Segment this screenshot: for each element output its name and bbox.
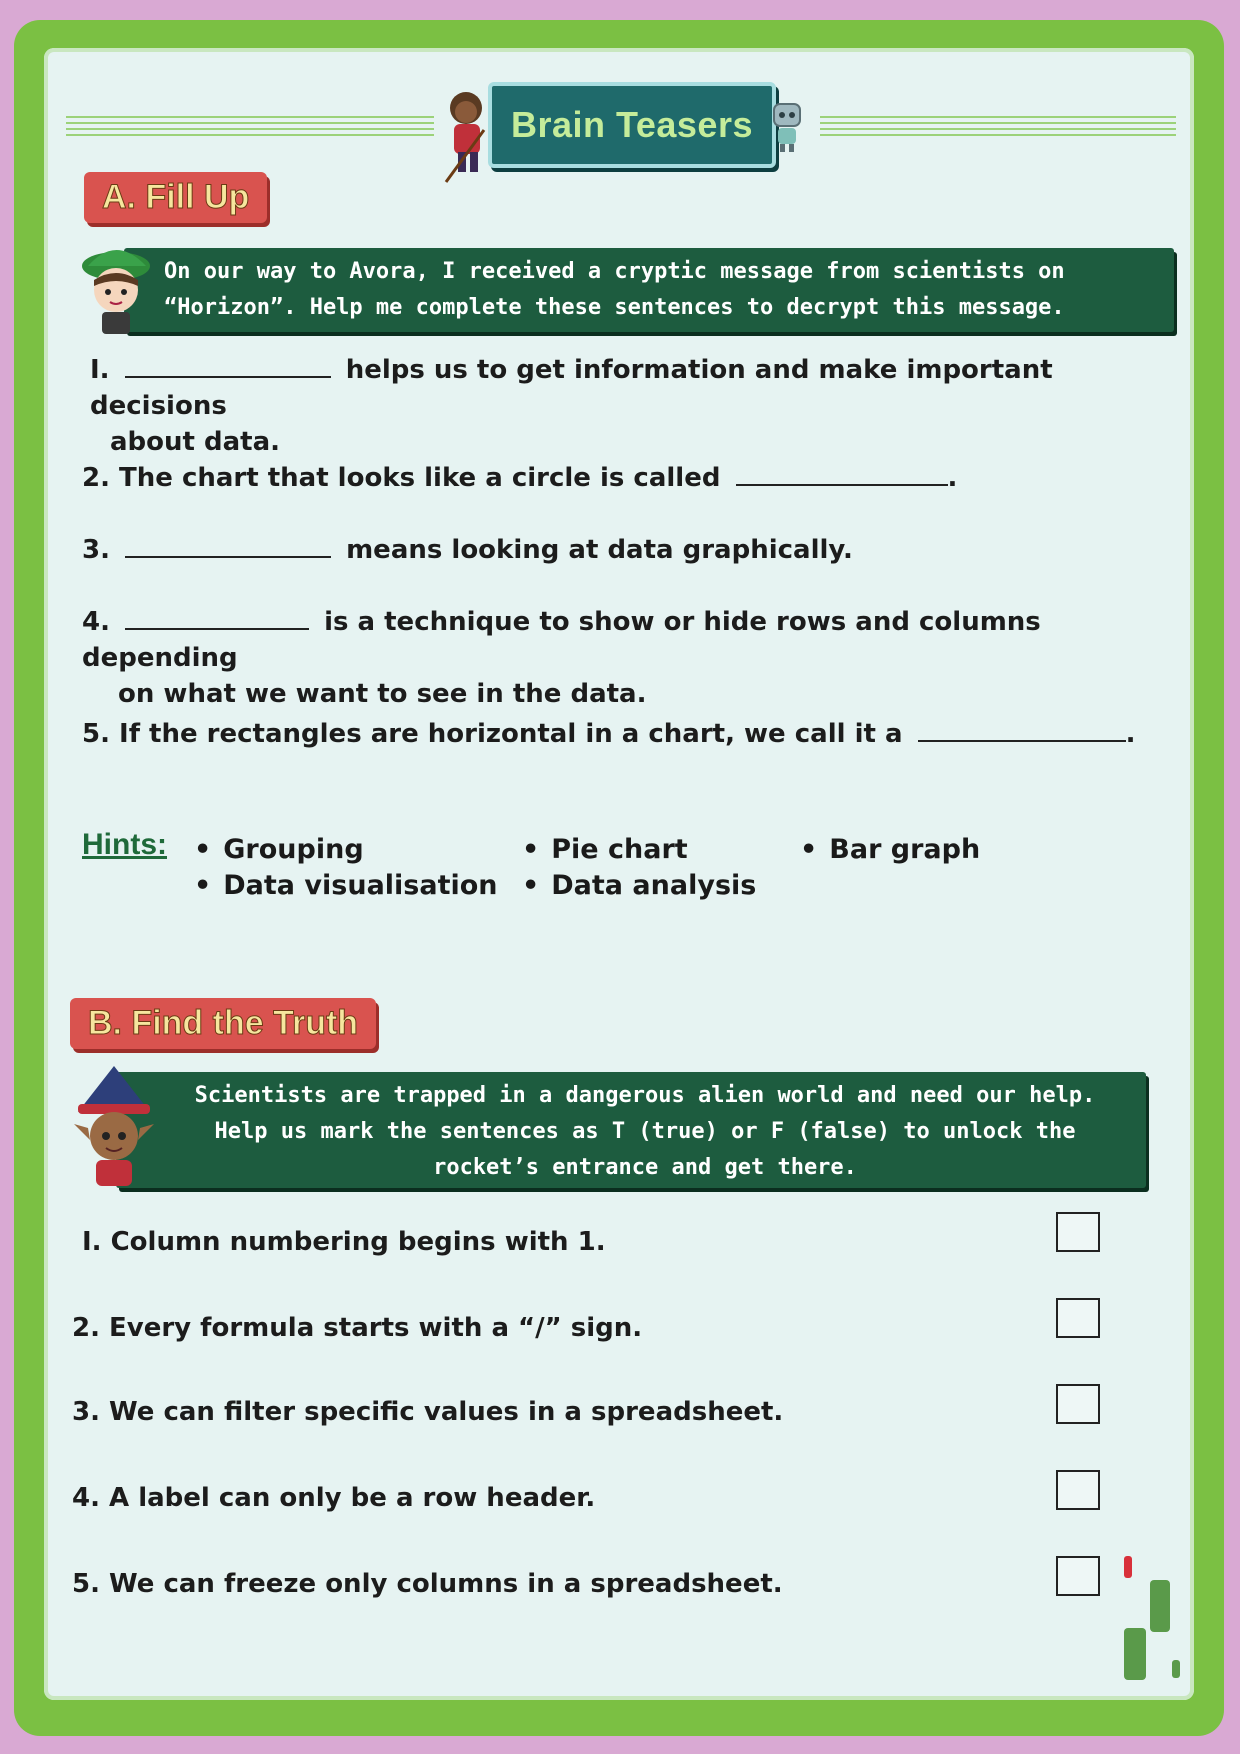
answer-blank[interactable] <box>125 352 331 378</box>
section-b-message-line-2: Help us mark the sentences as T (true) or F (false) to unlock the <box>214 1119 1076 1144</box>
truth-answer-box-2[interactable] <box>1056 1298 1100 1338</box>
hints-label: Hints: <box>82 828 167 861</box>
section-b-message-line-1: Scientists are trapped in a dangerous alien world and need our help. <box>194 1083 1096 1108</box>
truth-answer-box-5[interactable] <box>1056 1556 1100 1596</box>
answer-blank[interactable] <box>918 716 1126 742</box>
paint-daub-decoration <box>1150 1580 1170 1632</box>
hint-item: • Bar graph <box>800 834 980 865</box>
question-number: I. <box>90 355 110 385</box>
question-text: 2. The chart that looks like a circle is called <box>82 463 721 493</box>
robot-character-icon <box>766 100 808 154</box>
question-end: . <box>947 463 958 493</box>
truth-statement-3: 3. We can filter specific values in a spreadsheet. <box>72 1397 784 1427</box>
section-b-tag: B. Find the Truth <box>70 998 376 1049</box>
truth-answer-box-3[interactable] <box>1056 1384 1100 1424</box>
answer-blank[interactable] <box>736 460 948 486</box>
answer-blank[interactable] <box>125 532 331 558</box>
question-text-line-2: on what we want to see in the data. <box>118 679 647 709</box>
question-text-line-2: about data. <box>110 427 281 457</box>
question-number: 4. <box>82 607 110 637</box>
answer-blank[interactable] <box>125 604 309 630</box>
fill-up-question-3 <box>82 532 1142 568</box>
header-rule-left <box>66 112 434 136</box>
question-text: is a technique to show or hide rows and columns depending <box>82 607 1041 673</box>
fill-up-question-1 <box>90 352 1150 460</box>
paint-daub-decoration <box>1124 1556 1132 1578</box>
fill-up-question-2 <box>82 460 1142 496</box>
header-rule-right <box>820 112 1176 136</box>
question-number: 3. <box>82 535 110 565</box>
truth-statement-2: 2. Every formula starts with a “/” sign. <box>72 1313 643 1343</box>
truth-answer-box-1[interactable] <box>1056 1212 1100 1252</box>
question-text: means looking at data graphically. <box>346 535 853 565</box>
hint-item: • Data visualisation <box>194 870 498 901</box>
question-end: . <box>1125 719 1136 749</box>
section-b-message-banner <box>116 1072 1146 1188</box>
fill-up-question-5 <box>82 716 1162 752</box>
fill-up-question-4 <box>82 604 1162 712</box>
section-a-message-banner <box>124 248 1174 332</box>
section-a-tag: A. Fill Up <box>84 172 267 223</box>
truth-statement-4: 4. A label can only be a row header. <box>72 1483 596 1513</box>
question-text: helps us to get information and make important decisions <box>90 355 1053 421</box>
paint-daub-decoration <box>1124 1628 1146 1680</box>
hint-item: • Pie chart <box>522 834 688 865</box>
truth-statement-1: I. Column numbering begins with 1. <box>82 1227 606 1257</box>
truth-statement-5: 5. We can freeze only columns in a spreadsheet. <box>72 1569 783 1599</box>
section-a-message-line-2: “Horizon”. Help me complete these sentences to decrypt this message. <box>164 295 1065 320</box>
truth-answer-box-4[interactable] <box>1056 1470 1100 1510</box>
hint-item: • Data analysis <box>522 870 756 901</box>
boy-character-icon <box>76 240 158 336</box>
paint-daub-decoration <box>1172 1660 1180 1678</box>
page-title: Brain Teasers <box>488 82 776 168</box>
question-text: 5. If the rectangles are horizontal in a chart, we call it a <box>82 719 903 749</box>
hint-item: • Grouping <box>194 834 364 865</box>
wizard-character-icon <box>70 1064 158 1188</box>
section-b-message-line-3: rocket’s entrance and get there. <box>433 1155 857 1180</box>
section-a-message-line-1: On our way to Avora, I received a cryptic message from scientists on <box>164 259 1065 284</box>
